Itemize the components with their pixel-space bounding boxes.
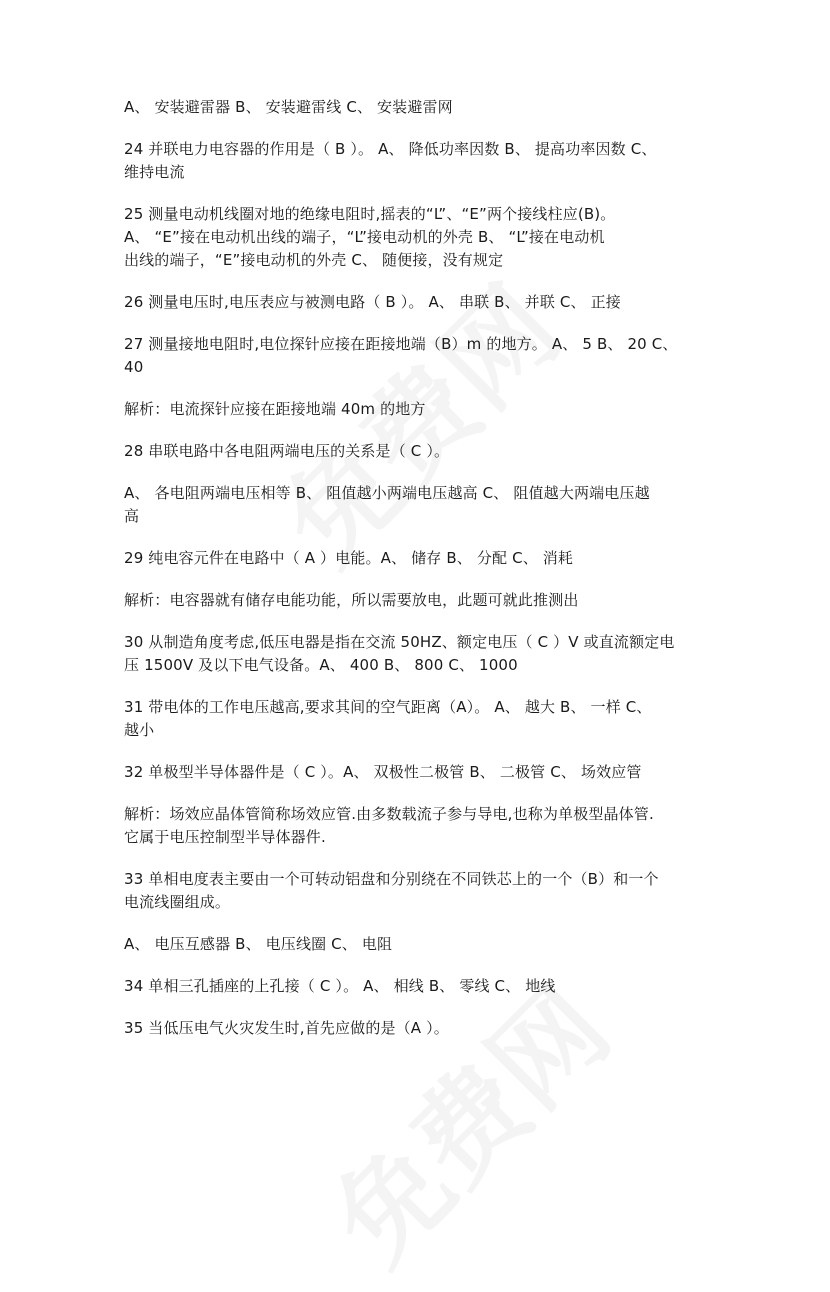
paragraph: 28 串联电路中各电阻两端电压的关系是（ C ）。 xyxy=(124,442,450,460)
paragraph: A、 各电阻两端电压相等 B、 阻值越小两端电压越高 C、 阻值越大两端电压越 高 xyxy=(124,484,650,525)
paragraph: 24 并联电力电容器的作用是（ B ）。 A、 降低功率因数 B、 提高功率因数 C、 维持电流 xyxy=(124,140,657,181)
paragraph: A、 电压互感器 B、 电压线圈 C、 电阻 xyxy=(124,935,393,953)
paragraph: 27 测量接地电阻时,电位探针应接在距接地端（B）m 的地方。 A、 5 B、 20 C、 40 xyxy=(124,335,678,376)
paragraph: 29 纯电容元件在电路中（ A ）电能。A、 储存 B、 分配 C、 消耗 xyxy=(124,549,574,567)
paragraph: 35 当低压电气火灾发生时,首先应做的是（A ）。 xyxy=(124,1019,449,1037)
analysis-paragraph: 解析：电流探针应接在距接地端 40m 的地方 xyxy=(124,400,426,418)
analysis-paragraph: 解析：电容器就有储存电能功能，所以需要放电，此题可就此推测出 xyxy=(124,591,579,609)
analysis-paragraph: 解析：场效应晶体管简称场效应管.由多数载流子参与导电,也称为单极型晶体管. 它属于电压控制型半导体器件. xyxy=(124,805,654,846)
paragraph: 26 测量电压时,电压表应与被测电路（ B ）。 A、 串联 B、 并联 C、 正接 xyxy=(124,293,621,311)
paragraph: 25 测量电动机线圈对地的绝缘电阻时,摇表的“L”、“E”两个接线柱应(B)。 A、 “E”接在电动机出线的端子，“L”接电动机的外壳 B、 “L”接在电动机 出线的端子，“E”接电动机的外壳 C、 随便接，没有规定 xyxy=(124,205,616,269)
document-body xyxy=(124,96,714,1059)
paragraph: 33 单相电度表主要由一个可转动铝盘和分别绕在不同铁芯上的一个（B）和一个 电流线圈组成。 xyxy=(124,870,659,911)
paragraph: 30 从制造角度考虑,低压电器是指在交流 50HZ、额定电压（ C ）V 或直流额定电 压 1500V 及以下电气设备。A、 400 B、 800 C、 1000 xyxy=(124,633,675,674)
paragraph: 31 带电体的工作电压越高,要求其间的空气距离（A）。 A、 越大 B、 一样 C、 越小 xyxy=(124,698,652,739)
paragraph: 34 单相三孔插座的上孔接（ C ）。 A、 相线 B、 零线 C、 地线 xyxy=(124,977,556,995)
paragraph: A、 安装避雷器 B、 安装避雷线 C、 安装避雷网 xyxy=(124,98,453,116)
paragraph: 32 单极型半导体器件是（ C ）。A、 双极性二极管 B、 二极管 C、 场效应管 xyxy=(124,763,642,781)
